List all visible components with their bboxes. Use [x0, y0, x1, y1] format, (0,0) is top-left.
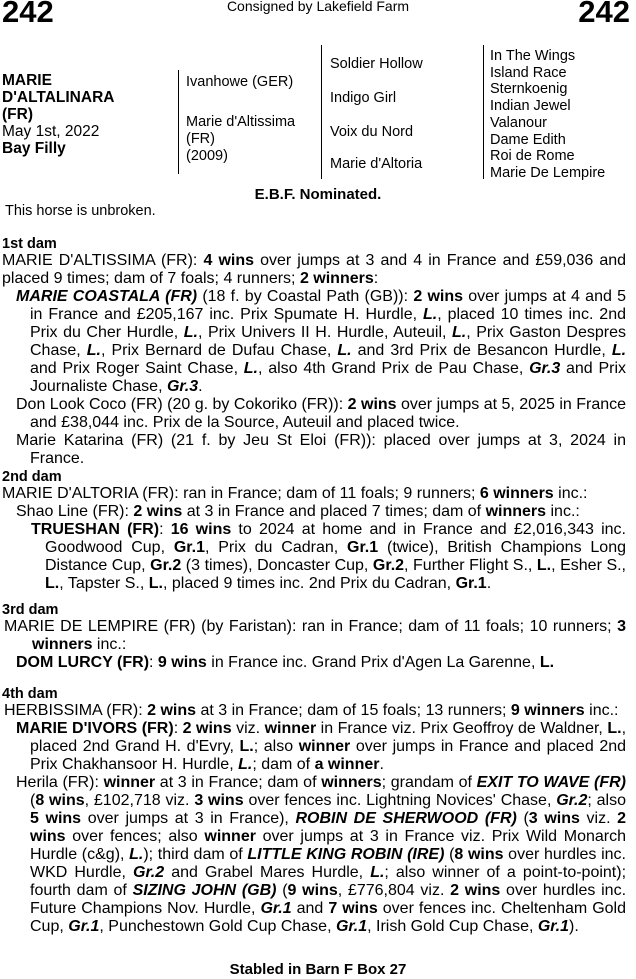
produce-shao-line: Shao Line (FR): 2 wins at 3 in France and placed 7 times; dam of winners inc.:: [16, 503, 580, 520]
pedigree-dam: Marie d'Altissima (FR) (2009): [186, 114, 296, 164]
horse-name-3: (FR): [2, 106, 33, 123]
fourth-dam-section: [2, 686, 626, 936]
fourth-dam-text: HERBISSIMA (FR): 2 wins at 3 in France; dam of 15 foals; 13 runners; 9 winners inc.:: [4, 702, 619, 719]
first-dam-heading: 1st dam: [2, 236, 57, 252]
produce-dom-lurcy: DOM LURCY (FR): 9 wins in France inc. Grand Prix d'Agen La Garenne, L.: [16, 654, 555, 671]
horse-name-2: D'ALTALINARA: [2, 89, 115, 106]
horse-info: [2, 72, 114, 157]
pedigree-gen3: In The Wings Island Race Sternkoenig Indian Jewel Valanour Dame Edith Roi de Rome Marie De Lempire: [490, 48, 606, 181]
lot-number-left: 242: [2, 0, 54, 29]
second-dam-section: [2, 469, 626, 593]
second-dam-heading: 2nd dam: [2, 469, 62, 485]
horse-status: This horse is unbroken.: [5, 203, 156, 219]
pedigree-gen2-1: Soldier Hollow: [330, 56, 423, 72]
pedigree-gen2-3: Voix du Nord: [330, 124, 414, 140]
ebf-nominated: E.B.F. Nominated.: [254, 186, 382, 203]
produce-trueshan: TRUESHAN (FR): 16 wins to 2024 at home and in France and £2,016,343 inc. Goodwood Cup, Gr.1, Prix du Cadran, Gr.1 (twice), British Champions Long Distance Cup, Gr.2 (3 times), Doncaster Cup, Gr.2, Further Flight S., L., Esher S., L., Tapster S., L., placed 9 times inc. 2nd Prix du Cadran, Gr.1.: [31, 521, 627, 592]
pedigree-divider-3: [483, 45, 484, 179]
foaled-date: May 1st, 2022: [2, 123, 100, 140]
third-dam-heading: 3rd dam: [2, 602, 59, 618]
pedigree-gen2-2: Indigo Girl: [330, 90, 397, 106]
third-dam-text: MARIE DE LEMPIRE (FR) (by Faristan): ran in France; dam of 11 foals; 10 runners; 3 winners inc.:: [4, 618, 626, 653]
first-dam-section: [2, 236, 626, 468]
consignor: Consigned by Lakefield Farm: [226, 0, 410, 14]
produce-marie-katarina: Marie Katarina (FR) (21 f. by Jeu St Eloi (FR)): placed over jumps at 3, 2024 in France.: [16, 432, 626, 467]
pedigree-divider-1: [178, 70, 179, 174]
pedigree-sire: Ivanhowe (GER): [186, 74, 294, 90]
horse-name-1: MARIE: [2, 72, 52, 89]
lot-number-right: 242: [578, 0, 630, 29]
produce-herila: Herila (FR): winner at 3 in France; dam of winners; grandam of EXIT TO WAVE (FR) (8 wins, £102,718 viz. 3 wins over fences inc. Lightning Novices' Chase, Gr.2; also 5 wins over jumps at 3 in France), ROBIN DE SHERWOOD (FR) (3 wins viz. 2 wins over fences; also winner over jumps at 3 in France viz. Prix Wild Monarch Hurdle (c&g), L.); third dam of LITTLE KING ROBIN (IRE) (8 wins over hurdles inc. WKD Hurdle, Gr.2 and Grabel Mares Hurdle, L.; also winner of a point-to-point); fourth dam of SIZING JOHN (GB) (9 wins, £776,804 viz. 2 wins over hurdles inc. Future Champions Nov. Hurdle, Gr.1 and 7 wins over fences inc. Cheltenham Gold Cup, Gr.1, Punchestown Gold Cup Chase, Gr.1, Irish Gold Cup Chase, Gr.1).: [16, 774, 627, 935]
produce-marie-coastala: MARIE COASTALA (FR) (18 f. by Coastal Path (GB)): 2 wins over jumps at 4 and 5 in France and £205,167 inc. Prix Spumate H. Hurdle, L., placed 10 times inc. 2nd Prix du Cher Hurdle, L., Prix Univers II H. Hurdle, Auteuil, L., Prix Gaston Despres Chase, L., Prix Bernard de Dufau Chase, L. and 3rd Prix de Besancon Hurdle, L. and Prix Roger Saint Chase, L., also 4th Grand Prix de Pau Chase, Gr.3 and Prix Journaliste Chase, Gr.3.: [16, 288, 627, 395]
stable-location: Stabled in Barn F Box 27: [229, 961, 407, 978]
second-dam-text: MARIE D'ALTORIA (FR): ran in France; dam of 11 foals; 9 runners; 6 winners inc.:: [2, 485, 588, 502]
produce-marie-divors: MARIE D'IVORS (FR): 2 wins viz. winner in France viz. Prix Geoffroy de Waldner, L., placed 2nd Grand H. d'Evry, L.; also winner over jumps in France and placed 2nd Prix Chakhansoor H. Hurdle, L.; dam of a winner.: [16, 720, 627, 773]
pedigree-divider-2: [321, 45, 322, 179]
third-dam-section: [2, 602, 626, 672]
produce-don-look-coco: Don Look Coco (FR) (20 g. by Cokoriko (FR)): 2 wins over jumps at 5, 2025 in France and £38,044 inc. Prix de la Source, Auteuil and placed twice.: [16, 396, 627, 431]
first-dam-text: MARIE D'ALTISSIMA (FR): 4 wins over jumps at 3 and 4 in France and £59,036 and placed 9 times; dam of 7 foals; 4 runners; 2 winners:: [2, 252, 627, 287]
horse-sex: Bay Filly: [2, 140, 66, 157]
fourth-dam-heading: 4th dam: [2, 686, 58, 702]
pedigree-gen2-4: Marie d'Altoria: [330, 156, 423, 172]
